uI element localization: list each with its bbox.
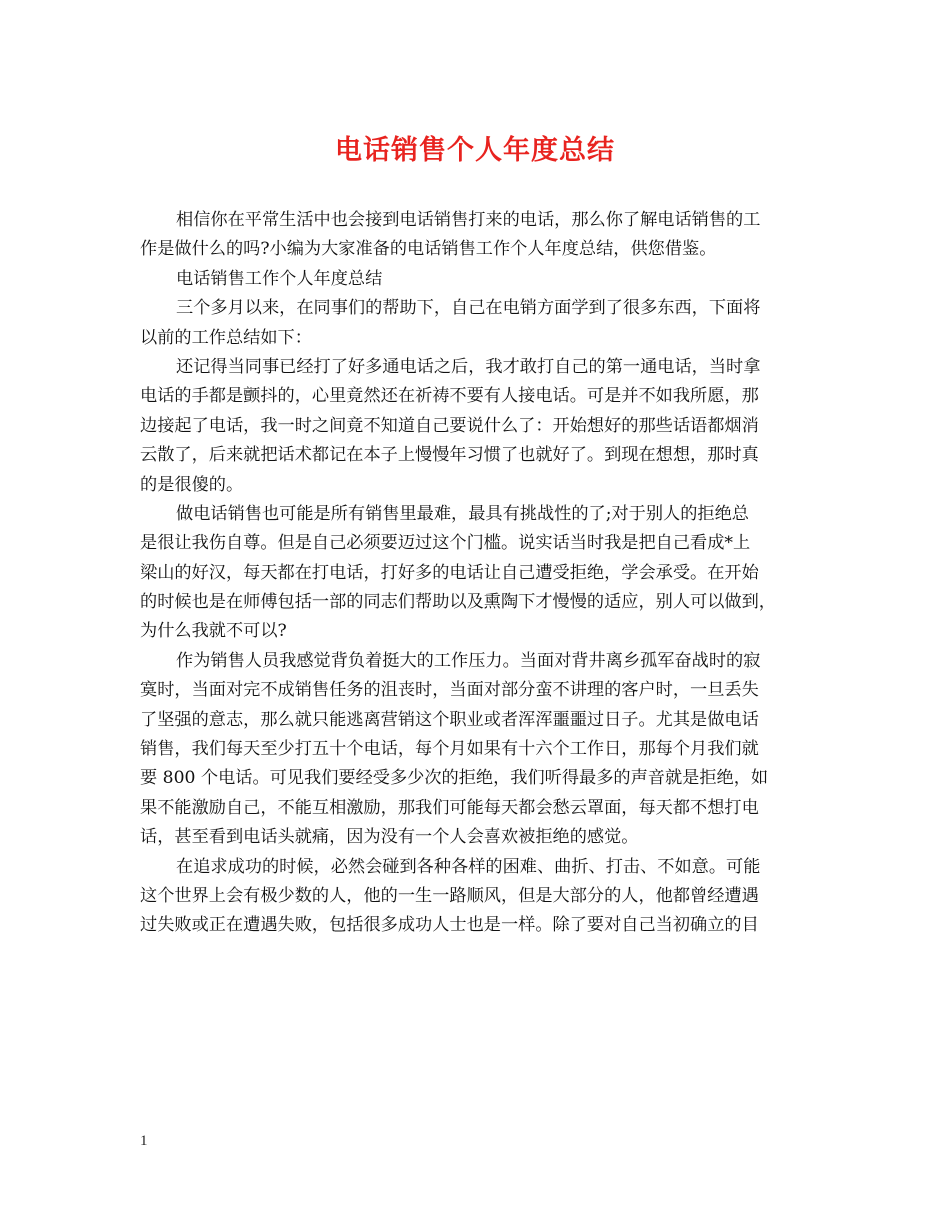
paragraph-line: 话，甚至看到电话头就痛，因为没有一个人会喜欢被拒绝的感觉。 [140, 827, 639, 848]
paragraph-line: 边接起了电话，我一时之间竟不知道自己要说什么了：开始想好的那些话语都烟消 [140, 415, 759, 436]
paragraph-line: 云散了，后来就把话术都记在本子上慢慢年习惯了也就好了。到现在想想，那时真 [140, 445, 759, 466]
paragraph-line: 在追求成功的时候，必然会碰到各种各样的困难、曲折、打击、不如意。可能 [176, 856, 761, 877]
paragraph-line: 以前的工作总结如下： [140, 327, 312, 348]
paragraph-line: 的时候也是在师傅包括一部的同志们帮助以及熏陶下才慢慢的适应，别人可以做到， [140, 592, 776, 613]
paragraph-line: 作是做什么的吗?小编为大家准备的电话销售工作个人年度总结，供您借鉴。 [140, 239, 717, 260]
paragraph-line: 做电话销售也可能是所有销售里最难，最具有挑战性的了;对于别人的拒绝总 [176, 503, 749, 524]
paragraph-line: 的是很傻的。 [140, 474, 244, 495]
section-heading: 电话销售工作个人年度总结 [176, 268, 383, 289]
paragraph-line: 销售，我们每天至少打五十个电话，每个月如果有十六个工作日，那每个月我们就 [140, 739, 759, 760]
document-body [140, 206, 818, 941]
paragraph-line: 了坚强的意志，那么就只能逃离营销这个职业或者浑浑噩噩过日子。尤其是做电话 [140, 709, 759, 730]
paragraph-line: 梁山的好汉，每天都在打电话，打好多的电话让自己遭受拒绝，学会承受。在开始 [140, 562, 759, 583]
paragraph-line: 还记得当同事已经打了好多通电话之后，我才敢打自己的第一通电话，当时拿 [176, 356, 761, 377]
paragraph-line: 果不能激励自己，不能互相激励，那我们可能每天都会愁云罩面，每天都不想打电 [140, 797, 759, 818]
paragraph-line: 是很让我伤自尊。但是自己必须要迈过这个门槛。说实话当时我是把自己看成*上 [140, 533, 751, 554]
paragraph-line: 作为销售人员我感觉背负着挺大的工作压力。当面对背井离乡孤军奋战时的寂 [176, 650, 761, 671]
paragraph-line: 电话的手都是颤抖的，心里竟然还在祈祷不要有人接电话。可是并不如我所愿，那 [140, 386, 759, 407]
paragraph-line: 过失败或正在遭遇失败，包括很多成功人士也是一样。除了要对自己当初确立的目 [140, 915, 759, 936]
paragraph-line: 三个多月以来，在同事们的帮助下，自己在电销方面学到了很多东西，下面将 [176, 298, 761, 319]
page-title: 电话销售个人年度总结 [335, 135, 615, 166]
page-number: 1 [140, 1133, 148, 1149]
paragraph-line: 这个世界上会有极少数的人，他的一生一路顺风，但是大部分的人，他都曾经遭遇 [140, 885, 759, 906]
paragraph-line: 要 800 个电话。可见我们要经受多少次的拒绝，我们听得最多的声音就是拒绝，如 [140, 768, 769, 789]
paragraph-line: 相信你在平常生活中也会接到电话销售打来的电话，那么你了解电话销售的工 [176, 210, 761, 230]
paragraph-line: 为什么我就不可以? [140, 621, 287, 642]
paragraph-line: 寞时，当面对完不成销售任务的沮丧时，当面对部分蛮不讲理的客户时，一旦丢失 [140, 680, 759, 701]
